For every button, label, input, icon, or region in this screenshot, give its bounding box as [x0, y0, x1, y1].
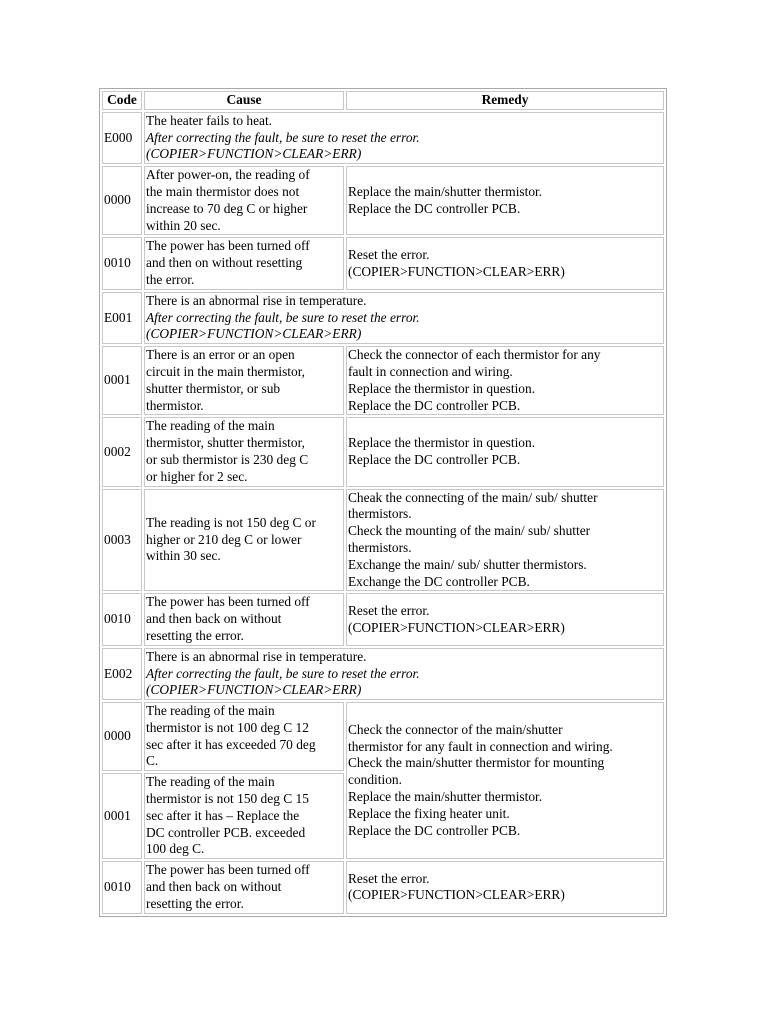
cause-line: and then back on without — [146, 611, 282, 627]
remedy-line: Replace the thermistor in question. — [348, 380, 536, 396]
remedy-line: Check the mounting of the main/ sub/ shutter — [348, 523, 591, 539]
cause-line: thermistor, shutter thermistor, — [146, 435, 305, 451]
cause-line: circuit in the main thermistor, — [146, 363, 305, 379]
remedy-cell — [346, 861, 664, 913]
header-remedy: Remedy — [346, 91, 664, 110]
table-row — [102, 593, 664, 645]
cause-line: After power-on, the reading of — [146, 167, 310, 183]
table-row — [102, 702, 664, 771]
group-code: E000 — [102, 112, 142, 164]
error-code-table-container — [99, 88, 667, 917]
cause-line: within 30 sec. — [146, 548, 221, 564]
cause-line: higher or 210 deg C or lower — [146, 531, 302, 547]
remedy-line: thermistors. — [348, 539, 412, 555]
remedy-line: Reset the error. — [348, 602, 430, 618]
cause-line: resetting the error. — [146, 895, 244, 911]
cause-line: within 20 sec. — [146, 217, 221, 233]
detail-code: 0010 — [102, 861, 142, 913]
cause-line: The reading is not 150 deg C or — [146, 514, 316, 530]
remedy-line: Exchange the DC controller PCB. — [348, 573, 530, 589]
detail-code: 0002 — [102, 417, 142, 486]
table-row — [102, 489, 664, 592]
remedy-line: fault in connection and wiring. — [348, 363, 513, 379]
remedy-line: (COPIER>FUNCTION>CLEAR>ERR) — [348, 887, 565, 903]
detail-code: 0010 — [102, 237, 142, 289]
remedy-line: Replace the DC controller PCB. — [348, 822, 521, 838]
remedy-line: Replace the DC controller PCB. — [348, 397, 521, 413]
remedy-line: Exchange the main/ sub/ shutter thermistors. — [348, 556, 587, 572]
cause-cell — [144, 861, 344, 913]
group-note: After correcting the fault, be sure to reset the error. — [146, 309, 420, 325]
cause-line: thermistor is not 150 deg C 15 — [146, 791, 309, 807]
cause-line: The reading of the main — [146, 703, 275, 719]
header-row — [102, 91, 664, 110]
group-note-path: (COPIER>FUNCTION>CLEAR>ERR) — [146, 146, 362, 162]
cause-line: shutter thermistor, or sub — [146, 380, 281, 396]
remedy-line: thermistors. — [348, 506, 412, 522]
remedy-line: thermistor for any fault in connection and wiring. — [348, 738, 613, 754]
remedy-line: (COPIER>FUNCTION>CLEAR>ERR) — [348, 619, 565, 635]
group-note-path: (COPIER>FUNCTION>CLEAR>ERR) — [146, 326, 362, 342]
cause-line: The reading of the main — [146, 418, 275, 434]
cause-line: 100 deg C. — [146, 841, 205, 857]
cause-line: or higher for 2 sec. — [146, 468, 248, 484]
remedy-line: Check the main/shutter thermistor for mounting — [348, 755, 605, 771]
remedy-line: Replace the main/shutter thermistor. — [348, 789, 543, 805]
group-note-path: (COPIER>FUNCTION>CLEAR>ERR) — [146, 682, 362, 698]
remedy-line: Replace the DC controller PCB. — [348, 200, 521, 216]
cause-line: the error. — [146, 271, 195, 287]
cause-cell — [144, 346, 344, 415]
remedy-line: Reset the error. — [348, 246, 430, 262]
remedy-line: Replace the DC controller PCB. — [348, 451, 521, 467]
detail-code: 0003 — [102, 489, 142, 592]
group-note: After correcting the fault, be sure to reset the error. — [146, 665, 420, 681]
cause-cell — [144, 237, 344, 289]
remedy-cell — [346, 346, 664, 415]
group-desc-text: The heater fails to heat. — [146, 112, 273, 128]
header-code: Code — [102, 91, 142, 110]
error-code-table — [99, 88, 667, 917]
table-row — [102, 237, 664, 289]
header-cause: Cause — [144, 91, 344, 110]
remedy-line: Reset the error. — [348, 870, 430, 886]
cause-line: The power has been turned off — [146, 594, 310, 610]
remedy-line: (COPIER>FUNCTION>CLEAR>ERR) — [348, 263, 565, 279]
group-row-e002 — [102, 648, 664, 700]
cause-line: resetting the error. — [146, 627, 244, 643]
group-row-e001 — [102, 292, 664, 344]
remedy-line: Replace the main/shutter thermistor. — [348, 183, 543, 199]
table-row — [102, 417, 664, 486]
cause-line: increase to 70 deg C or higher — [146, 200, 308, 216]
cause-cell — [144, 702, 344, 771]
remedy-line: Check the connector of the main/shutter — [348, 721, 563, 737]
cause-cell — [144, 593, 344, 645]
cause-line: or sub thermistor is 230 deg C — [146, 451, 309, 467]
cause-line: There is an error or an open — [146, 347, 295, 363]
group-description — [144, 112, 664, 164]
cause-cell — [144, 166, 344, 235]
detail-code: 0001 — [102, 773, 142, 859]
remedy-line: Replace the thermistor in question. — [348, 435, 536, 451]
group-code: E002 — [102, 648, 142, 700]
table-row — [102, 166, 664, 235]
cause-line: sec after it has – Replace the — [146, 807, 300, 823]
remedy-line: condition. — [348, 772, 402, 788]
shared-remedy-cell — [346, 702, 664, 859]
group-description — [144, 648, 664, 700]
remedy-cell — [346, 489, 664, 592]
cause-line: The reading of the main — [146, 774, 275, 790]
group-desc-text: There is an abnormal rise in temperature. — [146, 648, 367, 664]
cause-line: and then back on without — [146, 879, 282, 895]
group-desc-text: There is an abnormal rise in temperature. — [146, 292, 367, 308]
cause-cell — [144, 489, 344, 592]
detail-code: 0000 — [102, 166, 142, 235]
cause-line: sec after it has exceeded 70 deg — [146, 736, 316, 752]
detail-code: 0000 — [102, 702, 142, 771]
remedy-line: Replace the fixing heater unit. — [348, 805, 510, 821]
cause-line: thermistor is not 100 deg C 12 — [146, 719, 309, 735]
remedy-line: Check the connector of each thermistor for any — [348, 347, 601, 363]
remedy-cell — [346, 593, 664, 645]
group-row-e000 — [102, 112, 664, 164]
group-code: E001 — [102, 292, 142, 344]
cause-line: DC controller PCB. exceeded — [146, 824, 306, 840]
detail-code: 0001 — [102, 346, 142, 415]
remedy-line: Cheak the connecting of the main/ sub/ shutter — [348, 489, 598, 505]
cause-line: The power has been turned off — [146, 238, 310, 254]
remedy-cell — [346, 417, 664, 486]
cause-line: C. — [146, 753, 159, 769]
table-row — [102, 346, 664, 415]
cause-line: thermistor. — [146, 397, 204, 413]
cause-cell — [144, 417, 344, 486]
table-row — [102, 861, 664, 913]
cause-line: and then on without resetting — [146, 255, 303, 271]
group-description — [144, 292, 664, 344]
cause-line: The power has been turned off — [146, 862, 310, 878]
group-note: After correcting the fault, be sure to reset the error. — [146, 129, 420, 145]
remedy-cell — [346, 166, 664, 235]
cause-line: the main thermistor does not — [146, 183, 300, 199]
remedy-cell — [346, 237, 664, 289]
cause-cell — [144, 773, 344, 859]
detail-code: 0010 — [102, 593, 142, 645]
